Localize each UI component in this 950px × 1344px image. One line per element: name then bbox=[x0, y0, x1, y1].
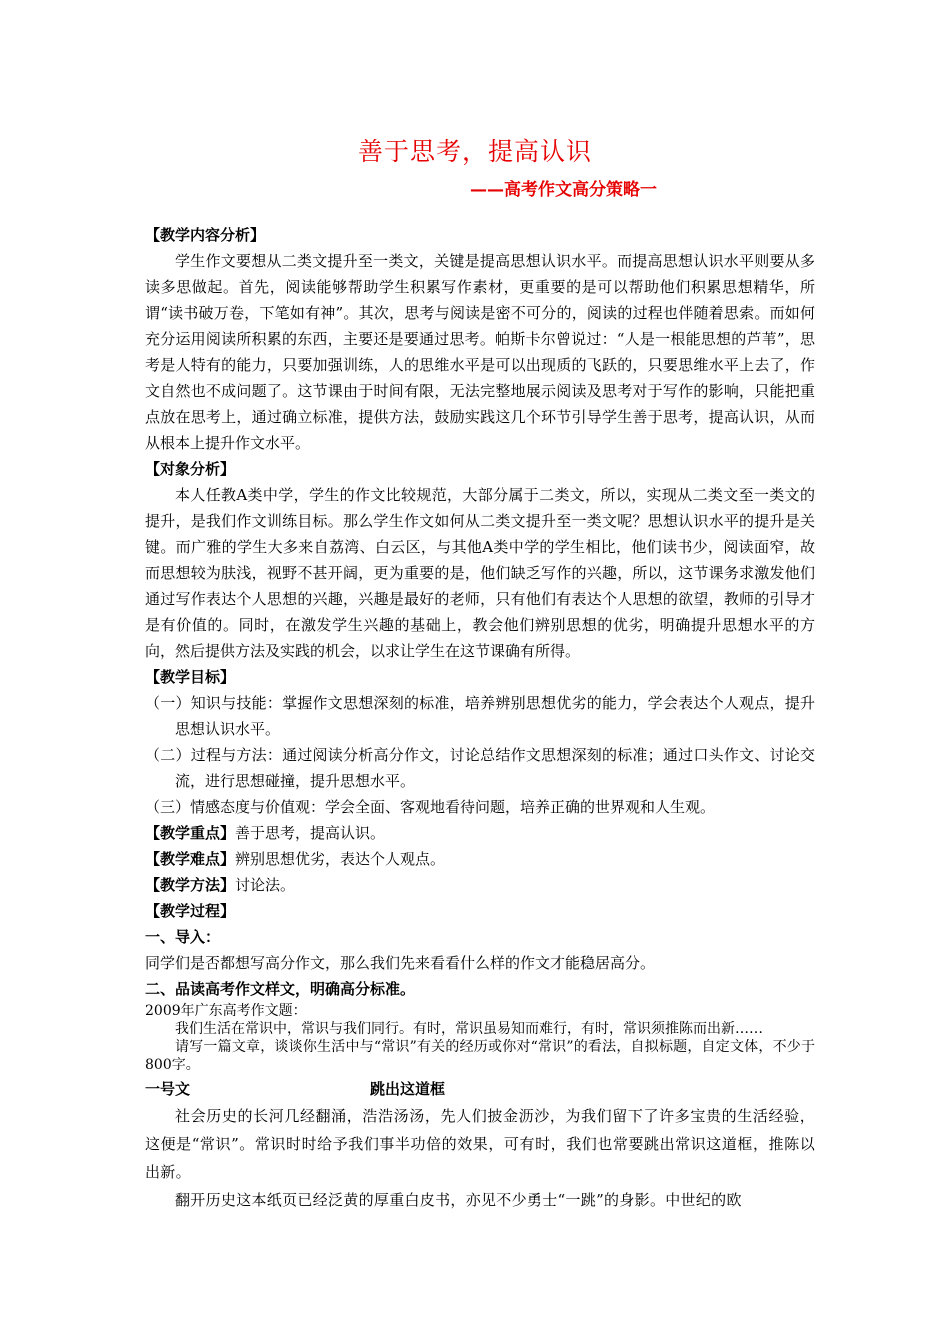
essay-title: 跳出这道框 bbox=[370, 1080, 446, 1098]
essay-paragraph-2: 翻开历史这本纸页已经泛黄的厚重白皮书，亦见不少勇士“一跳”的身影。中世纪的欧 bbox=[175, 1191, 742, 1209]
teaching-method-text: 讨论法。 bbox=[235, 876, 296, 894]
teaching-goal-2: （二）过程与方法：通过阅读分析高分作文，讨论总结作文思想深刻的标准；通过口头作文、讨论交流，进行思想碰撞，提升思想水平。 bbox=[145, 746, 815, 790]
teaching-difficulty-text: 辨别思想优劣，表达个人观点。 bbox=[235, 850, 446, 868]
essay-header bbox=[145, 1076, 815, 1102]
exam-topic-paragraph-1: 我们生活在常识中，常识与我们同行。有时，常识虽易知而难行，有时，常识须推陈而出新…… bbox=[175, 1021, 763, 1037]
essay-label: 一号文 bbox=[145, 1080, 191, 1098]
teaching-goal-3: （三）情感态度与价值观：学会全面、客观地看待问题，培养正确的世界观和人生观。 bbox=[145, 798, 716, 816]
document-subtitle: ——高考作文高分策略一 bbox=[470, 180, 657, 200]
teaching-focus-text: 善于思考，提高认识。 bbox=[235, 824, 386, 842]
object-analysis-heading: 【对象分析】 bbox=[145, 460, 236, 478]
document-body bbox=[145, 222, 815, 1214]
step2-heading: 二、品读高考作文样文，明确高分标准。 bbox=[145, 980, 416, 998]
content-analysis-heading: 【教学内容分析】 bbox=[145, 226, 266, 244]
teaching-focus-label: 【教学重点】 bbox=[145, 824, 236, 842]
teaching-method bbox=[145, 872, 815, 898]
step1-heading: 一、导入： bbox=[145, 928, 221, 946]
step1-text: 同学们是否都想写高分作文，那么我们先来看看什么样的作文才能稳居高分。 bbox=[145, 954, 656, 972]
teaching-method-label: 【教学方法】 bbox=[145, 876, 236, 894]
content-analysis-paragraph: 学生作文要想从二类文提升至一类文，关键是提高思想认识水平。而提高思想认识水平则要从多读多思做起。首先，阅读能够帮助学生积累写作素材，更重要的是可以帮助他们积累思想精华，所谓“读书破万卷，下笔如有神”。其次，思考与阅读是密不可分的，阅读的过程也伴随着思索。而如何充分运用阅读所积累的东西，主要还是要通过思考。帕斯卡尔曾说过：“人是一根能思想的芦苇”，思考是人特有的能力，只要加强训练，人的思维水平是可以出现质的飞跃的，只要思维水平上去了，作文自然也不成问题了。这节课由于时间有限，无法完整地展示阅读及思考对于写作的影响，只能把重点放在思考上，通过确立标准，提供方法，鼓励实践这几个环节引导学生善于思考，提高认识，从而从根本上提升作文水平。 bbox=[145, 252, 815, 452]
teaching-difficulty bbox=[145, 846, 815, 872]
teaching-process-heading: 【教学过程】 bbox=[145, 902, 236, 920]
teaching-goal-heading: 【教学目标】 bbox=[145, 668, 236, 686]
document-title: 善于思考，提高认识 bbox=[357, 137, 592, 166]
teaching-difficulty-label: 【教学难点】 bbox=[145, 850, 236, 868]
teaching-goal-1: （一）知识与技能：掌握作文思想深刻的标准，培养辨别思想优劣的能力，学会表达个人观点，提升思想认识水平。 bbox=[145, 694, 815, 738]
essay-paragraph-1: 社会历史的长河几经翻涌，浩浩汤汤，先人们披金沥沙，为我们留下了许多宝贵的生活经验，这便是“常识”。常识时时给予我们事半功倍的效果，可有时，我们也常要跳出常识这道框，推陈以出新。 bbox=[145, 1107, 815, 1181]
exam-topic-paragraph-2: 请写一篇文章，谈谈你生活中与“常识”有关的经历或你对“常识”的看法，自拟标题，自定文体，不少于800字。 bbox=[145, 1039, 815, 1073]
teaching-focus bbox=[145, 820, 815, 846]
exam-topic-title: 2009年广东高考作文题： bbox=[145, 1003, 307, 1019]
object-analysis-paragraph: 本人任教A类中学，学生的作文比较规范，大部分属于二类文，所以，实现从二类文至一类文的提升，是我们作文训练目标。那么学生作文如何从二类文提升至一类文呢？思想认识水平的提升是关键。而广雅的学生大多来自荔湾、白云区，与其他A类中学的学生相比，他们读书少，阅读面窄，故而思想较为肤浅，视野不甚开阔，更为重要的是，他们缺乏写作的兴趣，所以，这节课务求激发他们通过写作表达个人思想的兴趣，兴趣是最好的老师，只有他们有表达个人思想的欲望，教师的引导才是有价值的。同时，在激发学生兴趣的基础上，教会他们辨别思想的优劣，明确提升思想水平的方向，然后提供方法及实践的机会，以求让学生在这节课确有所得。 bbox=[145, 486, 815, 660]
